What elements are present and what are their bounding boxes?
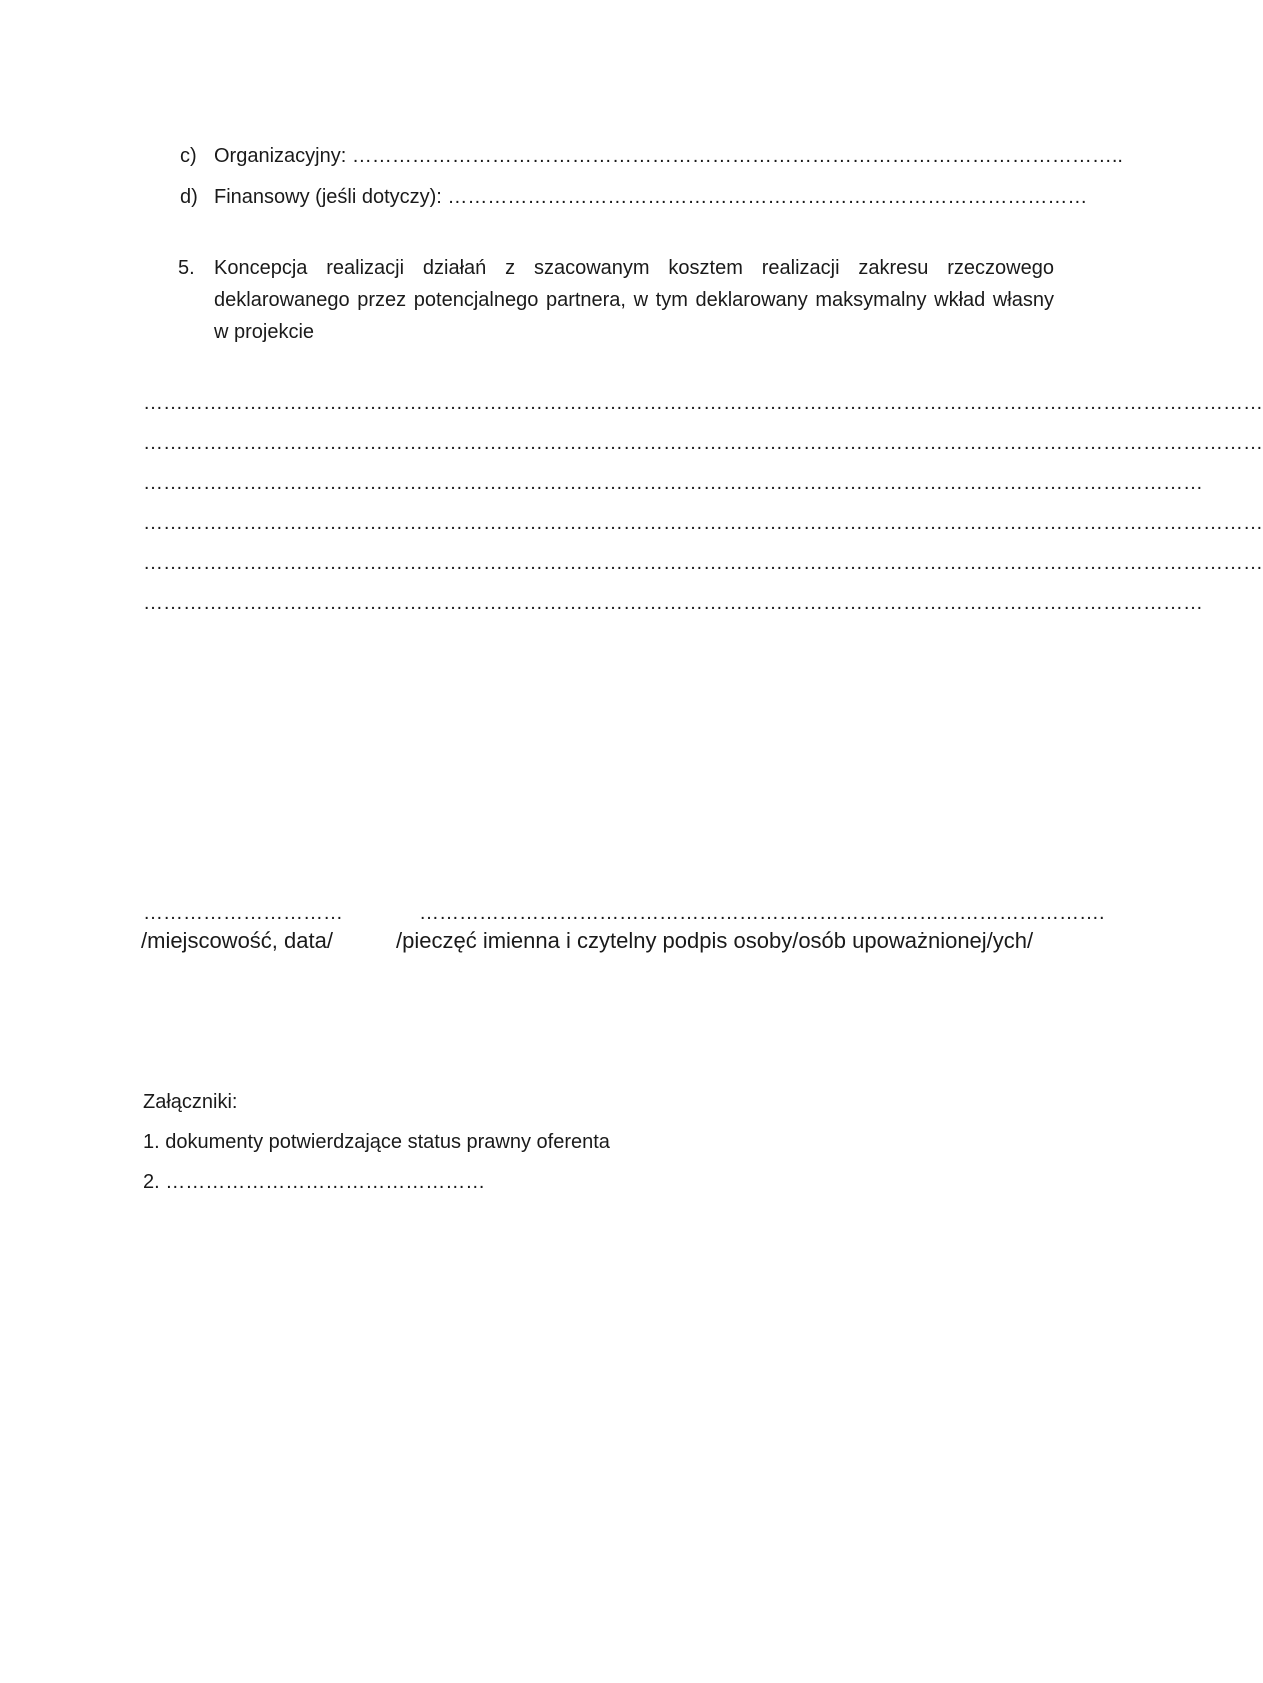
fill-line: …………………………………………………………………………………………………………………………………………………… [143, 392, 1263, 414]
section-5 [178, 252, 1054, 348]
place-date-dots: ………………………… [143, 902, 343, 924]
item-text: Organizacyjny: …………………………………………………………………………………………………….. [214, 145, 1123, 167]
signature-label: /pieczęć imienna i czytelny podpis osoby/osób upoważnionej/ych/ [396, 928, 1034, 953]
item-marker: c) [180, 145, 197, 167]
attachments-heading: Załączniki: [143, 1091, 238, 1113]
section-number: 5. [178, 257, 195, 279]
place-date-label: /miejscowość, data/ [141, 928, 333, 953]
item-marker: d) [180, 186, 198, 208]
attachment-item: 1. dokumenty potwierdzające status prawny oferenta [143, 1131, 610, 1153]
item-financial [180, 185, 1087, 209]
attachment-item: 2. ………………………………………… [143, 1171, 486, 1193]
fill-line: …………………………………………………………………………………………………………………………………………………… [143, 552, 1263, 574]
item-text: Finansowy (jeśli dotyczy): …………………………………………………………………………………… [214, 186, 1088, 208]
fill-line: …………………………………………………………………………………………………………………………………………………… [143, 512, 1263, 534]
fill-line: …………………………………………………………………………………………………………………………………………… [143, 472, 1203, 494]
fill-line: …………………………………………………………………………………………………………………………………………… [143, 592, 1203, 614]
item-organizational [180, 144, 1123, 168]
fill-line: …………………………………………………………………………………………………………………………………………………… [143, 432, 1263, 454]
signature-dots: …………………………………………………………………………………………. [419, 902, 1105, 924]
section-text: Koncepcja realizacji działań z szacowanym kosztem realizacji zakresu rzeczowego deklarowanego przez potencjalnego partnera, w tym deklarowany maksymalny wkład własny w projekcie [214, 257, 1054, 343]
